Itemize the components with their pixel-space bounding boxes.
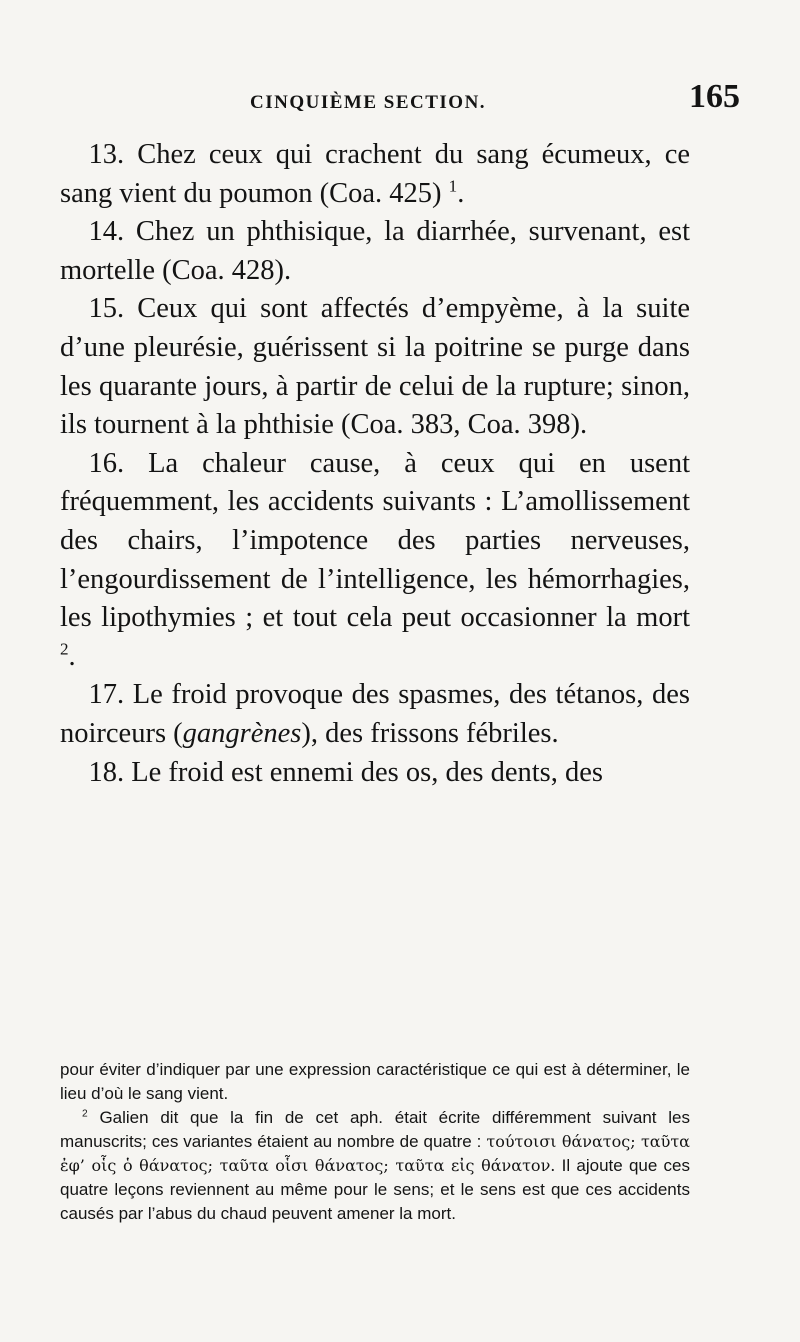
- page-header: [60, 78, 780, 122]
- aphorism-number: 15.: [88, 293, 125, 325]
- aphorism-number: 14.: [88, 216, 125, 248]
- footnote-mark: 2: [82, 1108, 88, 1120]
- aphorism-text: ), des frissons fébriles.: [301, 717, 559, 749]
- aphorism-text: Chez un phthisique, la diarrhée, survenant, est mortelle (Coa. 428).: [60, 216, 690, 286]
- aphorism-text: Le froid provoque des spasmes, des tétanos, des noirceurs (: [60, 679, 690, 749]
- punct: .: [68, 640, 76, 672]
- footnotes: [60, 1058, 690, 1226]
- aphorism-number: 17.: [88, 679, 125, 711]
- greek-variants: τούτοισι θάνατος; ταῦτα ἐφ’ οἷς ὁ θάνατος; ταῦτα οἷσι θάνατος; ταῦτα εἰς θάνατον.: [60, 1132, 690, 1175]
- aphorism-13: [60, 136, 690, 213]
- aphorism-number: 13.: [88, 139, 125, 170]
- footnote-1-continuation: pour éviter d’indiquer par une expression caractéristique ce qui est à déterminer, le lieu d’où le sang vient.: [60, 1060, 690, 1103]
- footnote-text: Galien dit que la fin de cet aph. était écrite différemment suivant les manuscrits; ces variantes étaient au nombre de quatre :: [60, 1108, 690, 1151]
- footnote-2: [60, 1106, 690, 1226]
- aphorism-text: Ceux qui sont affectés d’empyème, à la suite d’une pleurésie, guérissent si la poitrine se purge dans les quarante jours, à partir de celui de la rupture; sinon, ils tournent à la phthisie (Coa. 383, Coa. 398).: [60, 293, 691, 441]
- aphorism-number: 16.: [88, 447, 125, 479]
- aphorism-14: [60, 213, 690, 290]
- italic-term: gangrènes: [182, 717, 302, 749]
- aphorism-17: [60, 676, 690, 753]
- main-text: [60, 136, 690, 792]
- page-number: 165: [689, 78, 740, 115]
- aphorism-text: Chez ceux qui crachent du sang écumeux, ce sang vient du poumon (Coa. 425): [60, 139, 690, 209]
- footnote-ref: 2: [60, 639, 69, 659]
- aphorism-text: La chaleur cause, à ceux qui en usent fréquemment, les accidents suivants : L’amollissement des chairs, l’impotence des parties nerveuses, l’engourdissement de l’intelligence, les hémorrhagies, les lipothymies ; et tout cela peut occasionner la mort: [60, 447, 690, 634]
- aphorism-text: Le froid est ennemi des os, des dents, des: [131, 756, 603, 788]
- footnote-ref: 1: [448, 176, 458, 196]
- section-title: CINQUIÈME SECTION.: [250, 92, 487, 113]
- punct: .: [457, 177, 465, 209]
- aphorism-16: [60, 445, 690, 677]
- aphorism-18: [60, 754, 690, 793]
- aphorism-number: 18.: [88, 756, 125, 788]
- aphorism-15: [60, 290, 690, 444]
- footnote-text: Il ajoute que ces quatre leçons reviennent au même pour le sens; et le sens est que ces accidents causés par l’abus du chaud peuvent amener la mort.: [60, 1156, 690, 1223]
